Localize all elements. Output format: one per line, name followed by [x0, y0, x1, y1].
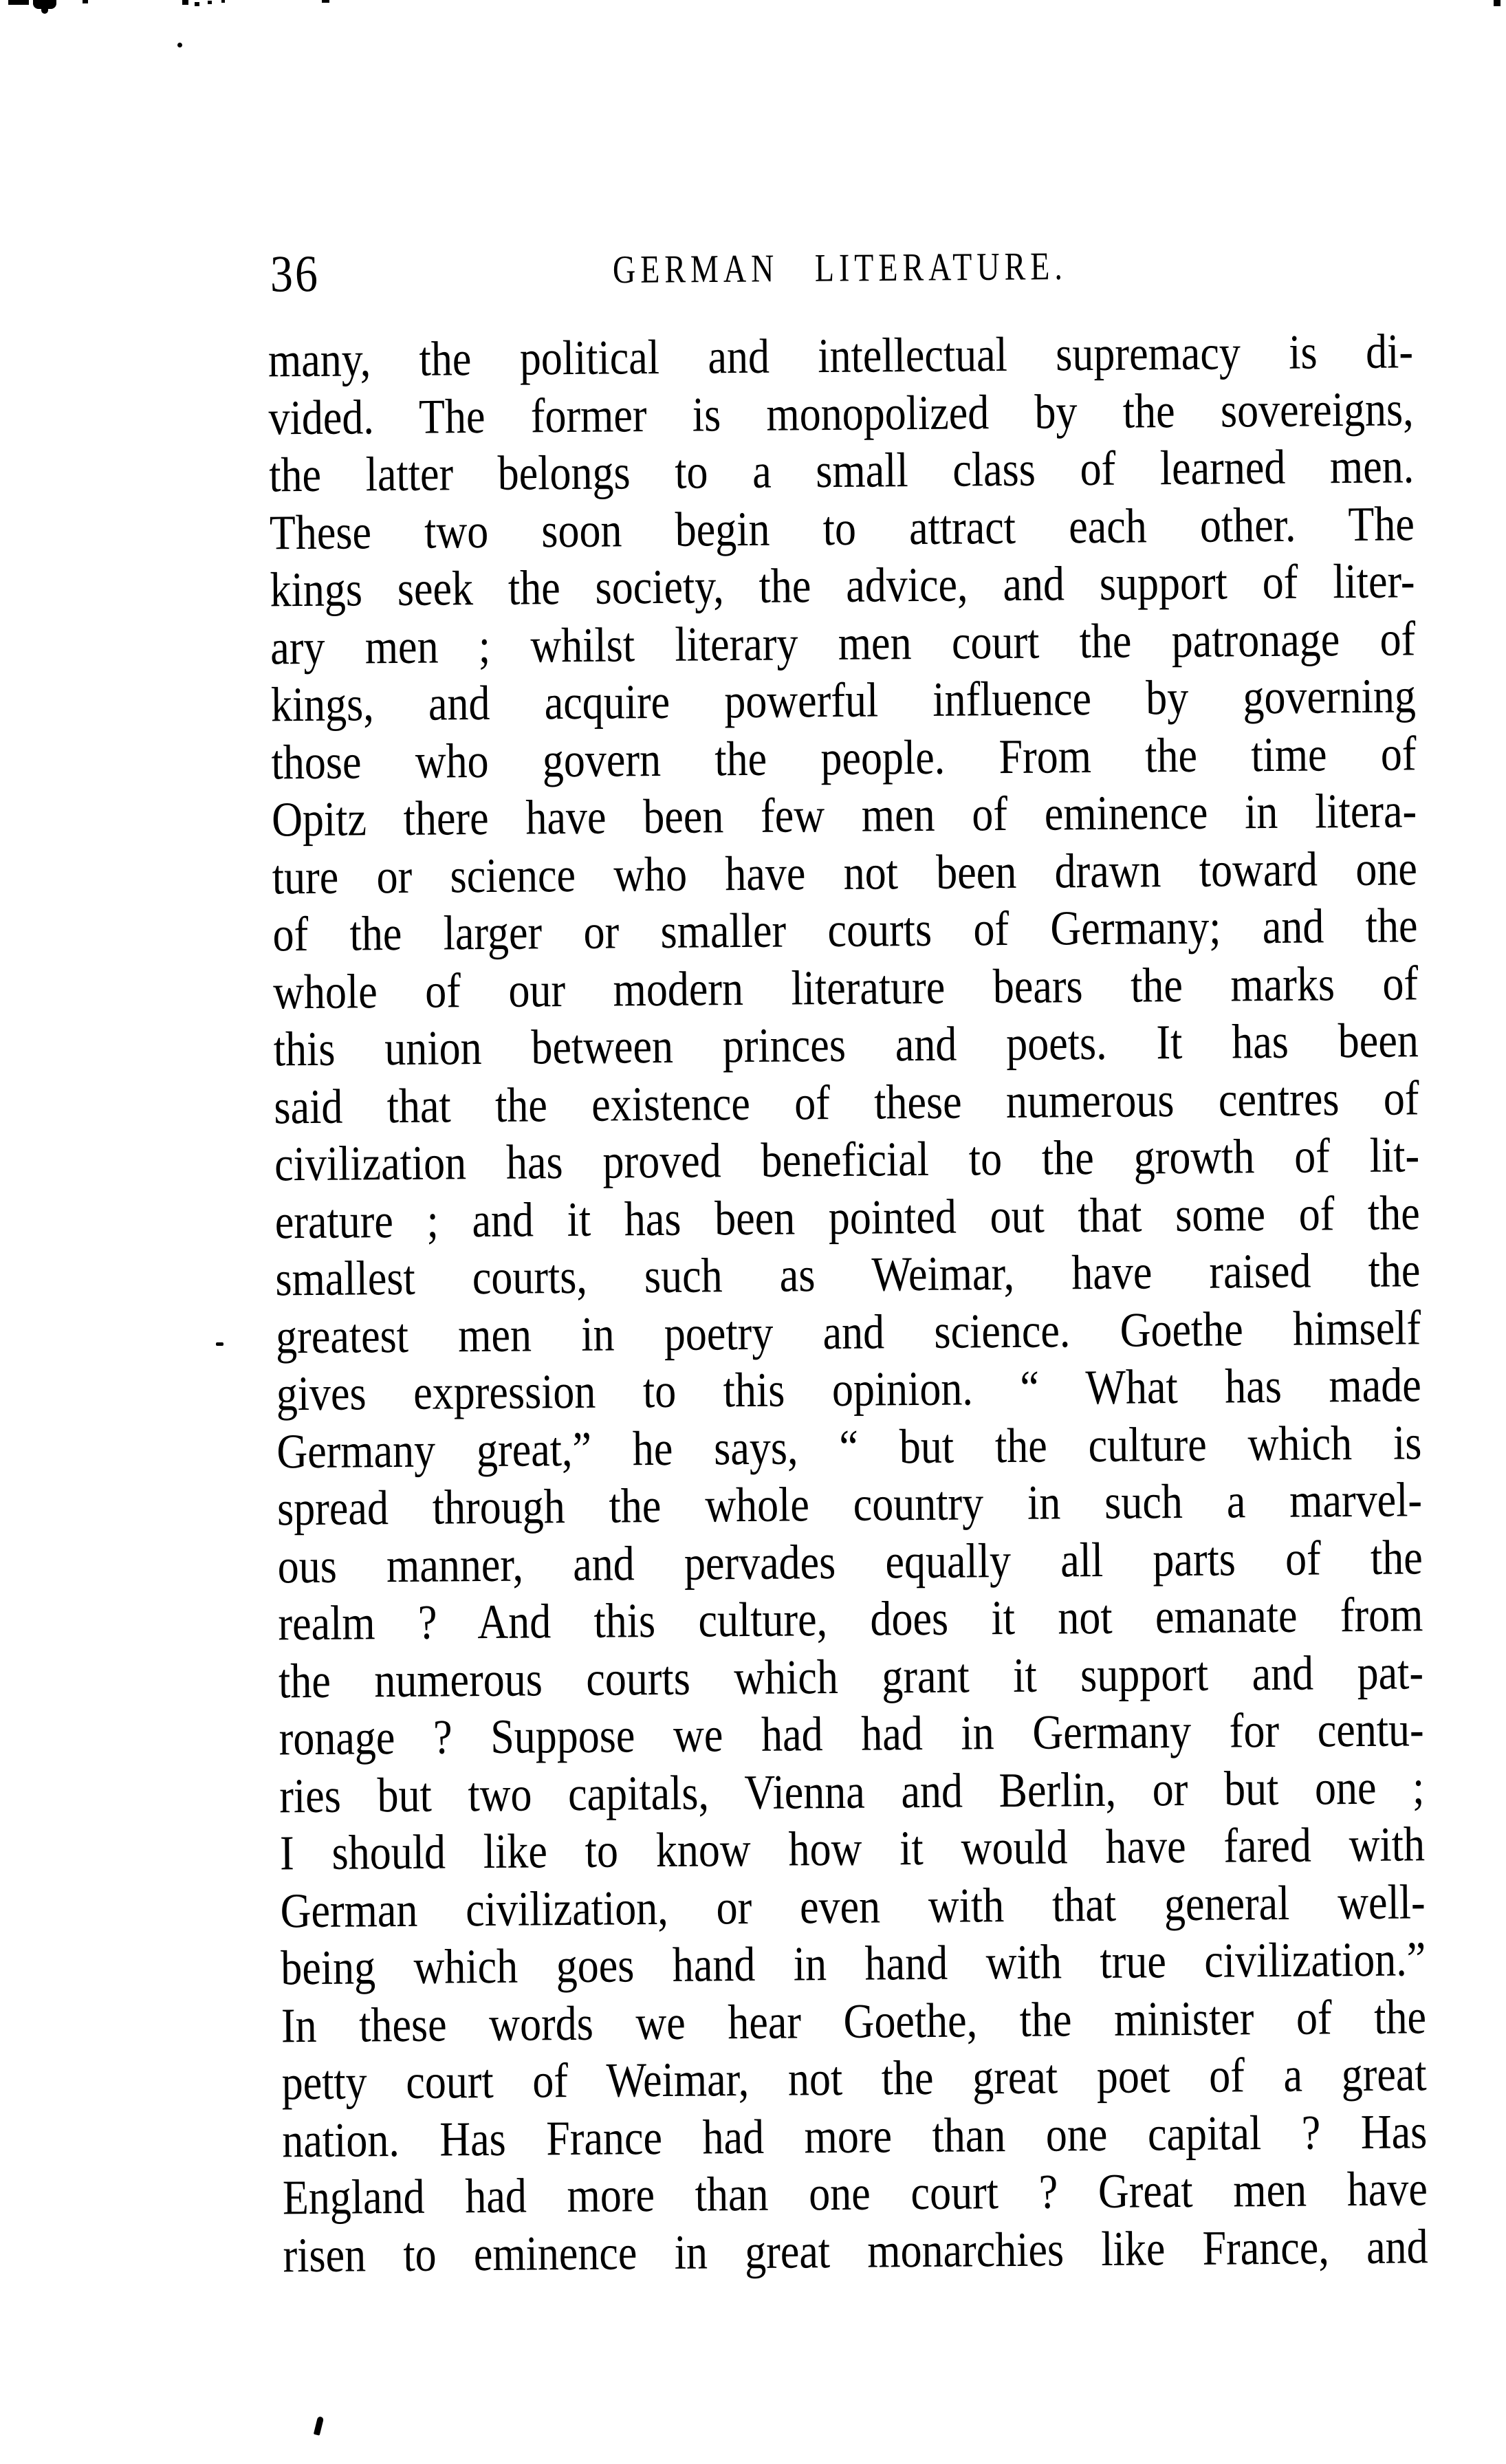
text-line: of the larger or smaller courts of Germany; and the [272, 899, 1418, 962]
text-line: kings, and acquire powerful influence by governing [270, 669, 1417, 732]
text-line: ronage ? Suppose we had had in Germany for centu- [279, 1703, 1424, 1766]
text-line: many, the political and intellectual supremacy is di- [268, 325, 1414, 388]
text-line: vided. The former is monopolized by the sovereigns, [268, 382, 1414, 446]
scan-speck [195, 2, 199, 6]
text-line: ous manner, and pervades equally all parts of the [277, 1530, 1423, 1593]
text-line: those who govern the people. From the time of [271, 726, 1417, 790]
text-line: Germany great,” he says, “ but the culture which is [276, 1415, 1422, 1479]
text-line: In these words we hear Goethe, the minister of the [281, 1989, 1427, 2053]
text-line: civilization has proved beneficial to the growth of lit- [274, 1129, 1420, 1192]
scan-speck [83, 0, 88, 3]
scan-speck [182, 0, 188, 5]
running-header: GERMAN LITERATURE. [612, 243, 1068, 292]
text-line: erature ; and it has been pointed out that some of the [274, 1186, 1421, 1249]
scan-speck [208, 1, 212, 4]
text-line: said that the existence of these numerous centres of [274, 1071, 1419, 1134]
body-text [268, 323, 1428, 2285]
text-line: risen to eminence in great monarchies like France, and [283, 2219, 1428, 2282]
text-line: I should like to know how it would have fared with [279, 1818, 1426, 1881]
text-line: realm ? And this culture, does it not emanate from [278, 1588, 1423, 1651]
text-line: being which goes hand in hand with true civilization.” [281, 1932, 1426, 1996]
text-line: ries but two capitals, Vienna and Berlin, or but one ; [279, 1760, 1425, 1823]
text-line: ary men ; whilst literary men court the patronage of [270, 611, 1416, 675]
ink-dot [177, 43, 182, 47]
text-line: the numerous courts which grant it support and pat- [278, 1645, 1424, 1708]
scan-speck [322, 0, 329, 3]
scan-speck [221, 0, 225, 3]
text-line: smallest courts, such as Weimar, have raised the [275, 1243, 1421, 1307]
scan-speck [1494, 0, 1500, 6]
text-line: gives expression to this opinion. “ What has made [276, 1358, 1422, 1421]
text-line: ture or science who have not been drawn toward one [272, 841, 1418, 905]
text-line: petty court of Weimar, not the great poet of a great [281, 2047, 1427, 2111]
text-line: These two soon begin to attract each other. The [269, 497, 1415, 560]
text-line: German civilization, or even with that general well- [280, 1875, 1426, 1938]
text-line: Opitz there have been few men of eminence in litera- [271, 784, 1417, 847]
text-line: nation. Has France had more than one capital ? Has [281, 2104, 1428, 2168]
text-line: kings seek the society, the advice, and support of liter- [270, 554, 1415, 618]
ink-dash [216, 1342, 223, 1346]
text-line: greatest men in poetry and science. Goethe himself [275, 1300, 1421, 1364]
text-line: England had more than one court ? Great men have [282, 2162, 1428, 2225]
page-number: 36 [270, 245, 320, 303]
text-line: spread through the whole country in such a marvel- [276, 1473, 1423, 1536]
text-line: the latter belongs to a small class of learned men. [268, 439, 1415, 503]
scan-speck [8, 0, 29, 5]
text-line: this union between princes and poets. It has been [273, 1014, 1419, 1077]
text-line: whole of our modern literature bears the marks of [272, 956, 1419, 1019]
